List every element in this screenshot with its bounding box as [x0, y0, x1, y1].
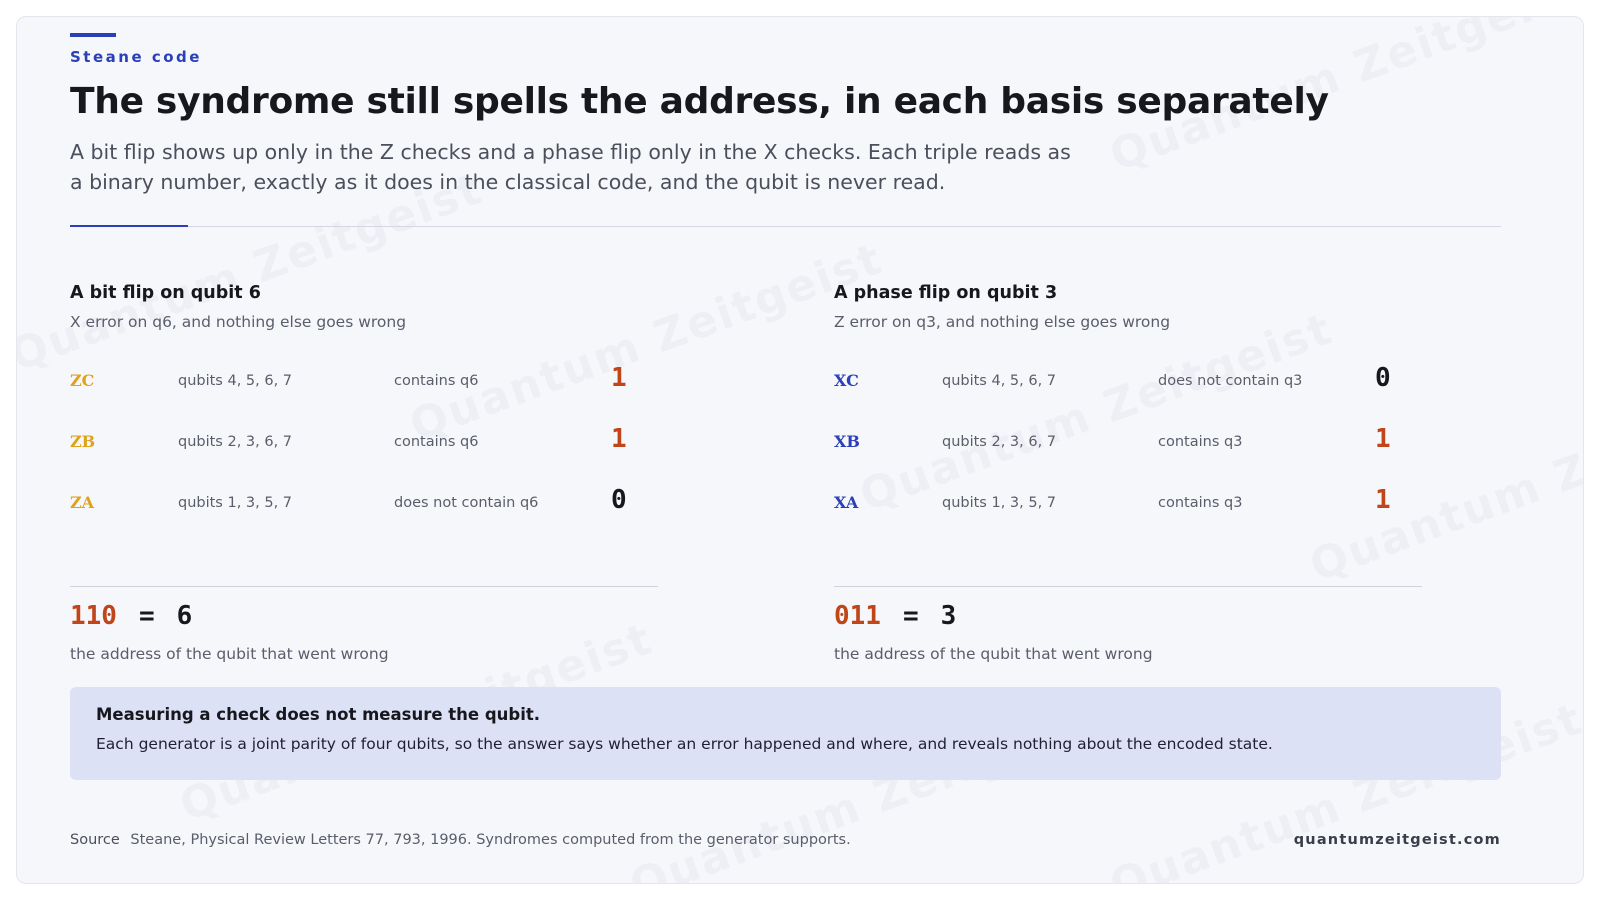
result-equals: =	[902, 601, 919, 631]
brand-link[interactable]: quantumzeitgeist.com	[1293, 832, 1501, 848]
check-name: ZB	[70, 432, 96, 451]
syndrome-bit: 1	[611, 424, 627, 454]
check-row	[70, 424, 690, 485]
check-row	[834, 363, 1454, 424]
result-rule	[834, 586, 1422, 587]
check-name: ZA	[70, 493, 95, 512]
check-row	[70, 485, 690, 546]
result-equation	[834, 601, 1153, 631]
result-decimal: 3	[940, 601, 957, 631]
syndrome-bit: 0	[611, 485, 627, 515]
phase-flip-panel	[834, 283, 1454, 515]
callout-box	[70, 687, 1501, 780]
check-contains: contains q6	[394, 434, 479, 450]
header-divider	[70, 226, 1501, 227]
slide-content	[70, 17, 1501, 883]
eyebrow-label: Steane code	[70, 48, 202, 66]
check-qubits: qubits 2, 3, 6, 7	[178, 434, 293, 450]
page-title: The syndrome still spells the address, in each basis separately	[70, 81, 1329, 122]
eyebrow-accent-bar	[70, 33, 116, 37]
check-name: ZC	[70, 371, 95, 390]
result-binary: 011	[834, 601, 881, 631]
check-contains: does not contain q3	[1158, 373, 1303, 389]
check-qubits: qubits 1, 3, 5, 7	[178, 495, 293, 511]
source-note	[70, 832, 851, 848]
check-contains: does not contain q6	[394, 495, 539, 511]
panel-subtitle: Z error on q3, and nothing else goes wrong	[834, 313, 1171, 331]
panel-subtitle: X error on q6, and nothing else goes wrong	[70, 313, 407, 331]
callout-title: Measuring a check does not measure the qubit.	[96, 705, 541, 724]
result-rule	[70, 586, 658, 587]
syndrome-bit: 1	[1375, 424, 1391, 454]
check-qubits: qubits 1, 3, 5, 7	[942, 495, 1057, 511]
syndrome-bit: 1	[1375, 485, 1391, 515]
check-name: XB	[834, 432, 860, 451]
phase-flip-result	[834, 601, 1153, 663]
result-equation	[70, 601, 389, 631]
check-rows	[834, 363, 1454, 546]
check-qubits: qubits 2, 3, 6, 7	[942, 434, 1057, 450]
result-decimal: 6	[176, 601, 193, 631]
check-qubits: qubits 4, 5, 6, 7	[178, 373, 293, 389]
check-row	[834, 424, 1454, 485]
source-text: Steane, Physical Review Letters 77, 793, 1996. Syndromes computed from the generator supports.	[130, 832, 851, 848]
header-divider-accent	[70, 225, 188, 227]
check-row	[834, 485, 1454, 546]
result-binary: 110	[70, 601, 117, 631]
panel-title: A bit flip on qubit 6	[70, 283, 261, 303]
result-caption: the address of the qubit that went wrong	[70, 645, 389, 663]
check-qubits: qubits 4, 5, 6, 7	[942, 373, 1057, 389]
callout-body: Each generator is a joint parity of four qubits, so the answer says whether an error happened and where, and reveals nothing about the encoded state.	[96, 735, 1273, 753]
check-contains: contains q3	[1158, 434, 1243, 450]
slide-card	[16, 16, 1584, 884]
syndrome-bit: 0	[1375, 363, 1391, 393]
check-contains: contains q6	[394, 373, 479, 389]
check-name: XC	[834, 371, 859, 390]
source-label: Source	[70, 832, 120, 848]
syndrome-bit: 1	[611, 363, 627, 393]
check-contains: contains q3	[1158, 495, 1243, 511]
panel-title: A phase flip on qubit 3	[834, 283, 1058, 303]
page-subtitle: A bit flip shows up only in the Z checks and a phase flip only in the X checks. Each triple reads as a binary number, exactly as it does in the classical code, and the qubit is never read.	[70, 140, 1071, 194]
result-caption: the address of the qubit that went wrong	[834, 645, 1153, 663]
bit-flip-panel	[70, 283, 690, 515]
bit-flip-result	[70, 601, 389, 663]
check-rows	[70, 363, 690, 546]
check-name: XA	[834, 493, 859, 512]
check-row	[70, 363, 690, 424]
result-equals: =	[138, 601, 155, 631]
